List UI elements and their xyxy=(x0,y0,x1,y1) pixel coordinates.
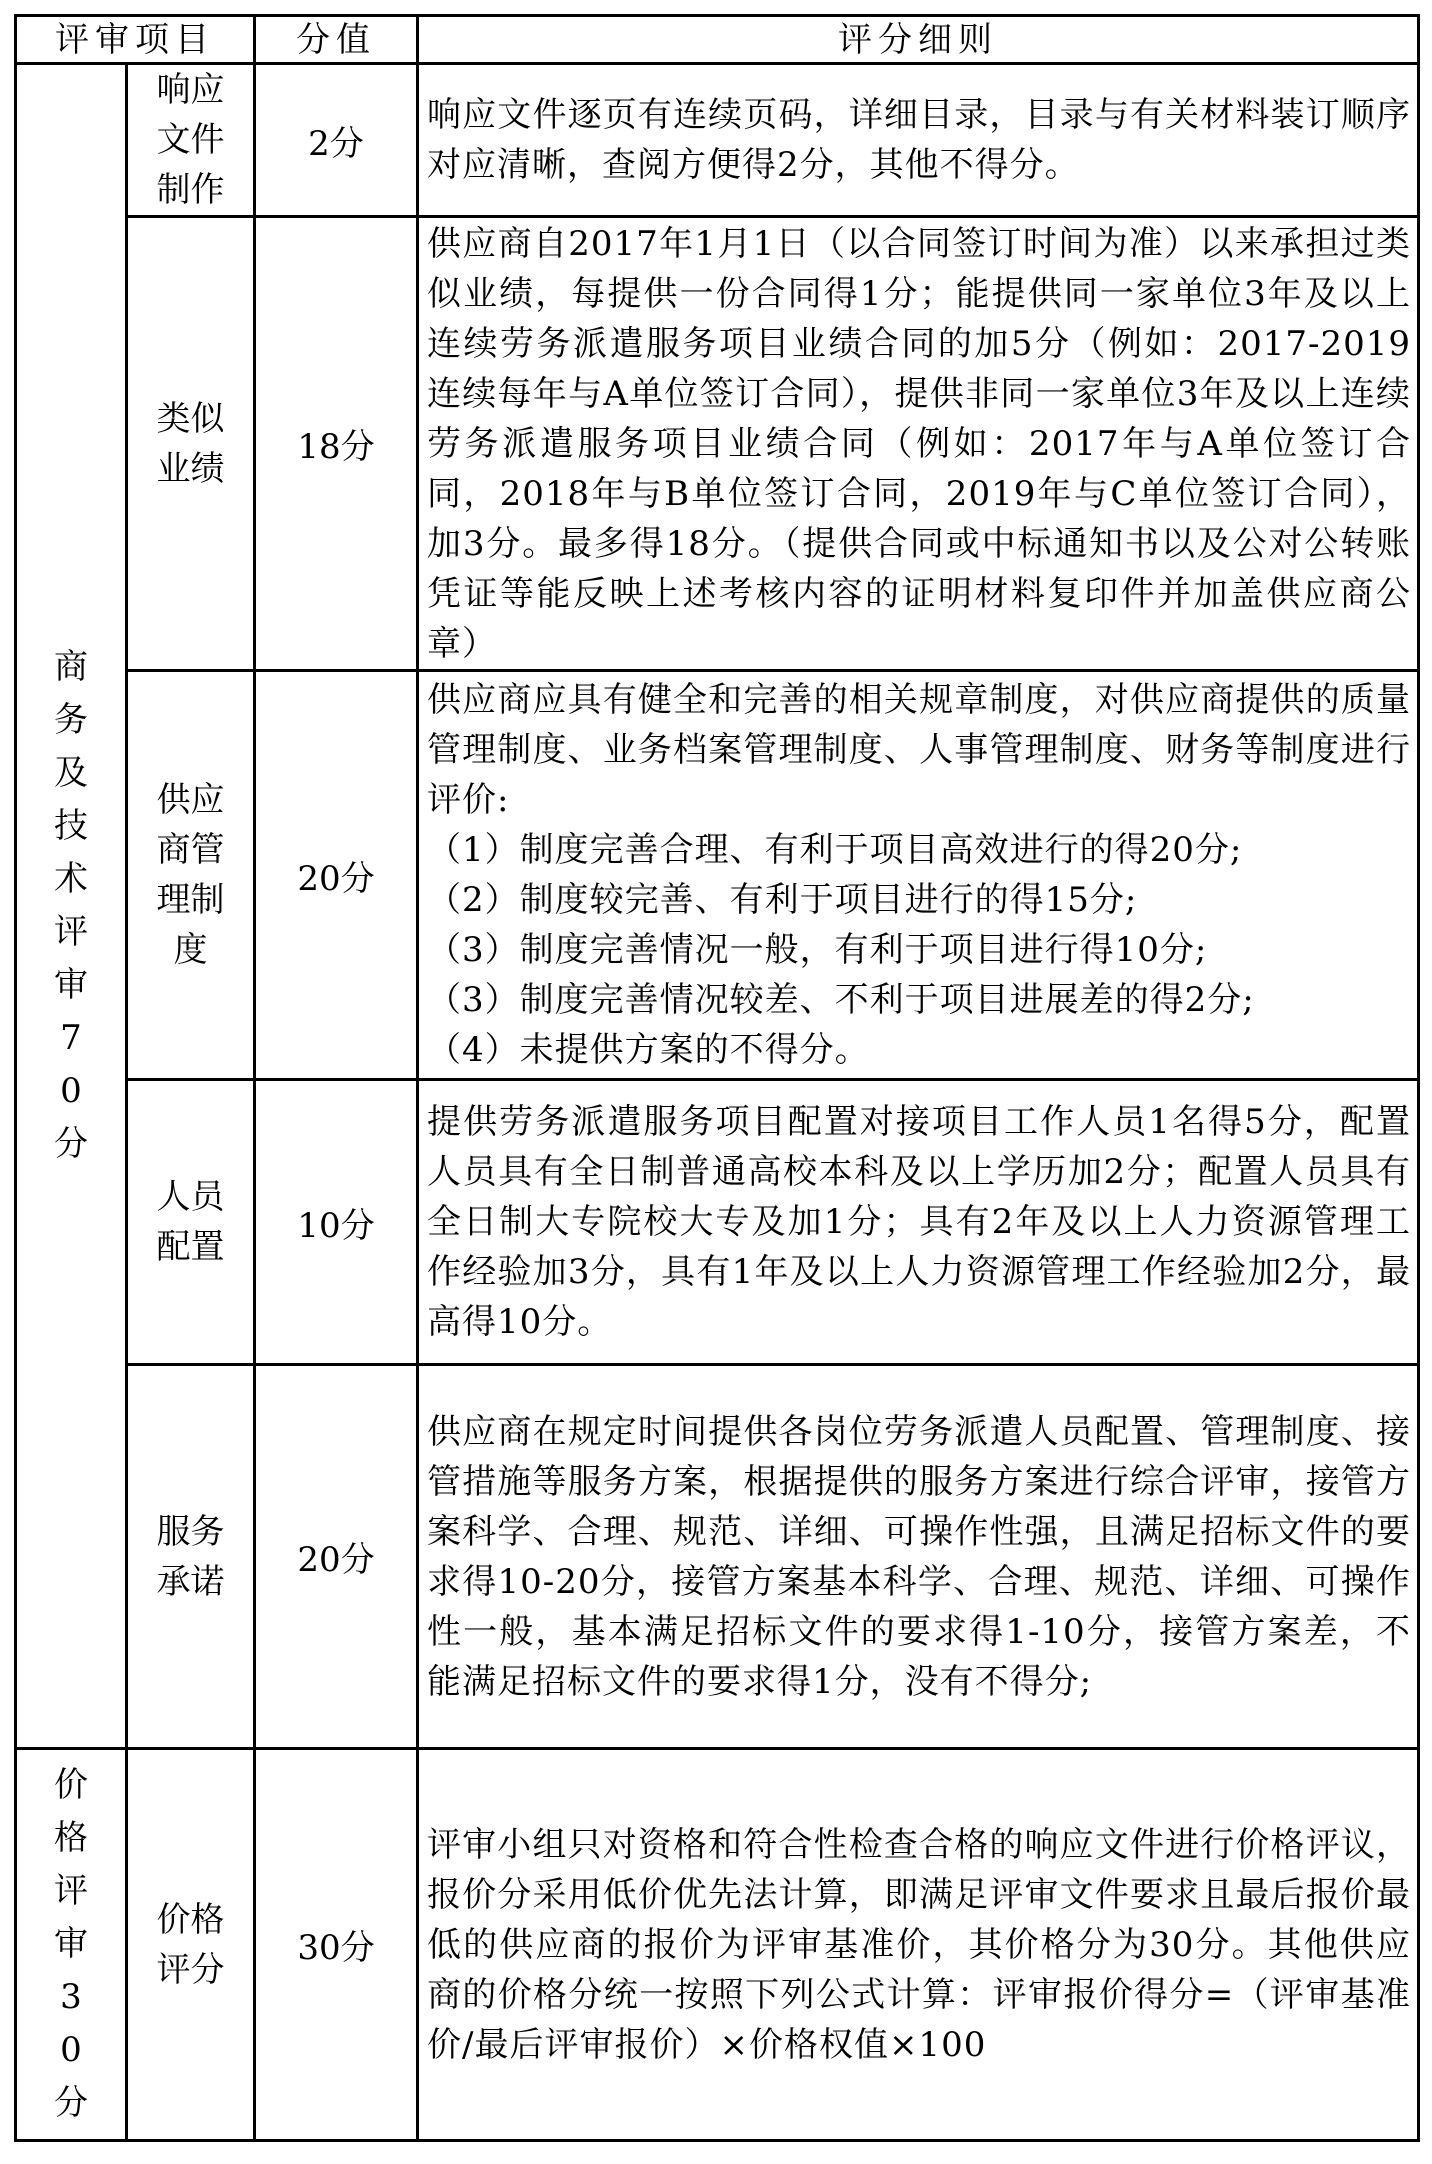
item-rule: 评审小组只对资格和符合性检查合格的响应文件进行价格评议，报价分采用低价优先法计算，即满足评审文件要求且最后报价最低的供应商的报价为评审基准价，其价格分为30分。其他供应商的价格分统一按照下列公式计算：评审报价得分=（评审基准价/最后评审报价）×价格权值×100 xyxy=(418,1749,1419,2141)
table-header-row xyxy=(16,16,1419,64)
item-score: 10分 xyxy=(255,1080,418,1365)
item-name: 响应 文件 制作 xyxy=(127,64,255,217)
item-rule: 响应文件逐页有连续页码，详细目录，目录与有关材料装订顺序对应清晰，查阅方便得2分，其他不得分。 xyxy=(418,64,1419,217)
table-row xyxy=(16,64,1419,217)
scoring-table xyxy=(14,14,1420,2142)
item-name: 人员 配置 xyxy=(127,1080,255,1365)
item-rule: 供应商应具有健全和完善的相关规章制度，对供应商提供的质量管理制度、业务档案管理制度、人事管理制度、财务等制度进行评价: （1）制度完善合理、有利于项目高效进行的得20分; （2）制度较完善、有利于项目进行的得15分; （3）制度完善情况一般，有利于项目进行得10分; （3）制度完善情况较差、不利于项目进展差的得2分; （4）未提供方案的不得分。 xyxy=(418,671,1419,1080)
header-score: 分值 xyxy=(255,16,418,64)
item-score: 2分 xyxy=(255,64,418,217)
category-business: 商 务 及 技 术 评 审 7 0 分 xyxy=(16,64,127,1749)
item-score: 20分 xyxy=(255,1365,418,1749)
item-name: 供应 商管 理制 度 xyxy=(127,671,255,1080)
item-rule: 提供劳务派遣服务项目配置对接项目工作人员1名得5分，配置人员具有全日制普通高校本科及以上学历加2分；配置人员具有全日制大专院校大专及加1分；具有2年及以上人力资源管理工作经验加3分，具有1年及以上人力资源管理工作经验加2分，最高得10分。 xyxy=(418,1080,1419,1365)
item-rule: 供应商在规定时间提供各岗位劳务派遣人员配置、管理制度、接管措施等服务方案，根据提供的服务方案进行综合评审，接管方案科学、合理、规范、详细、可操作性强，且满足招标文件的要求得10-20分，接管方案基本科学、合理、规范、详细、可操作性一般，基本满足招标文件的要求得1-10分，接管方案差，不能满足招标文件的要求得1分，没有不得分; xyxy=(418,1365,1419,1749)
table-row xyxy=(16,1365,1419,1749)
header-rule: 评分细则 xyxy=(418,16,1419,64)
item-name: 服务 承诺 xyxy=(127,1365,255,1749)
table-row xyxy=(16,671,1419,1080)
item-name: 类似 业绩 xyxy=(127,217,255,671)
category-price: 价 格 评 审 3 0 分 xyxy=(16,1749,127,2141)
item-score: 20分 xyxy=(255,671,418,1080)
item-score: 30分 xyxy=(255,1749,418,2141)
item-rule: 供应商自2017年1月1日（以合同签订时间为准）以来承担过类似业绩，每提供一份合同得1分；能提供同一家单位3年及以上连续劳务派遣服务项目业绩合同的加5分（例如：2017-2019连续每年与A单位签订合同），提供非同一家单位3年及以上连续劳务派遣服务项目业绩合同（例如：2017年与A单位签订合同，2018年与B单位签订合同，2019年与C单位签订合同），加3分。最多得18分。（提供合同或中标通知书以及公对公转账凭证等能反映上述考核内容的证明材料复印件并加盖供应商公章） xyxy=(418,217,1419,671)
header-item: 评审项目 xyxy=(16,16,255,64)
table-row xyxy=(16,1080,1419,1365)
table-row xyxy=(16,217,1419,671)
item-name: 价格 评分 xyxy=(127,1749,255,2141)
item-score: 18分 xyxy=(255,217,418,671)
table-row xyxy=(16,1749,1419,2141)
